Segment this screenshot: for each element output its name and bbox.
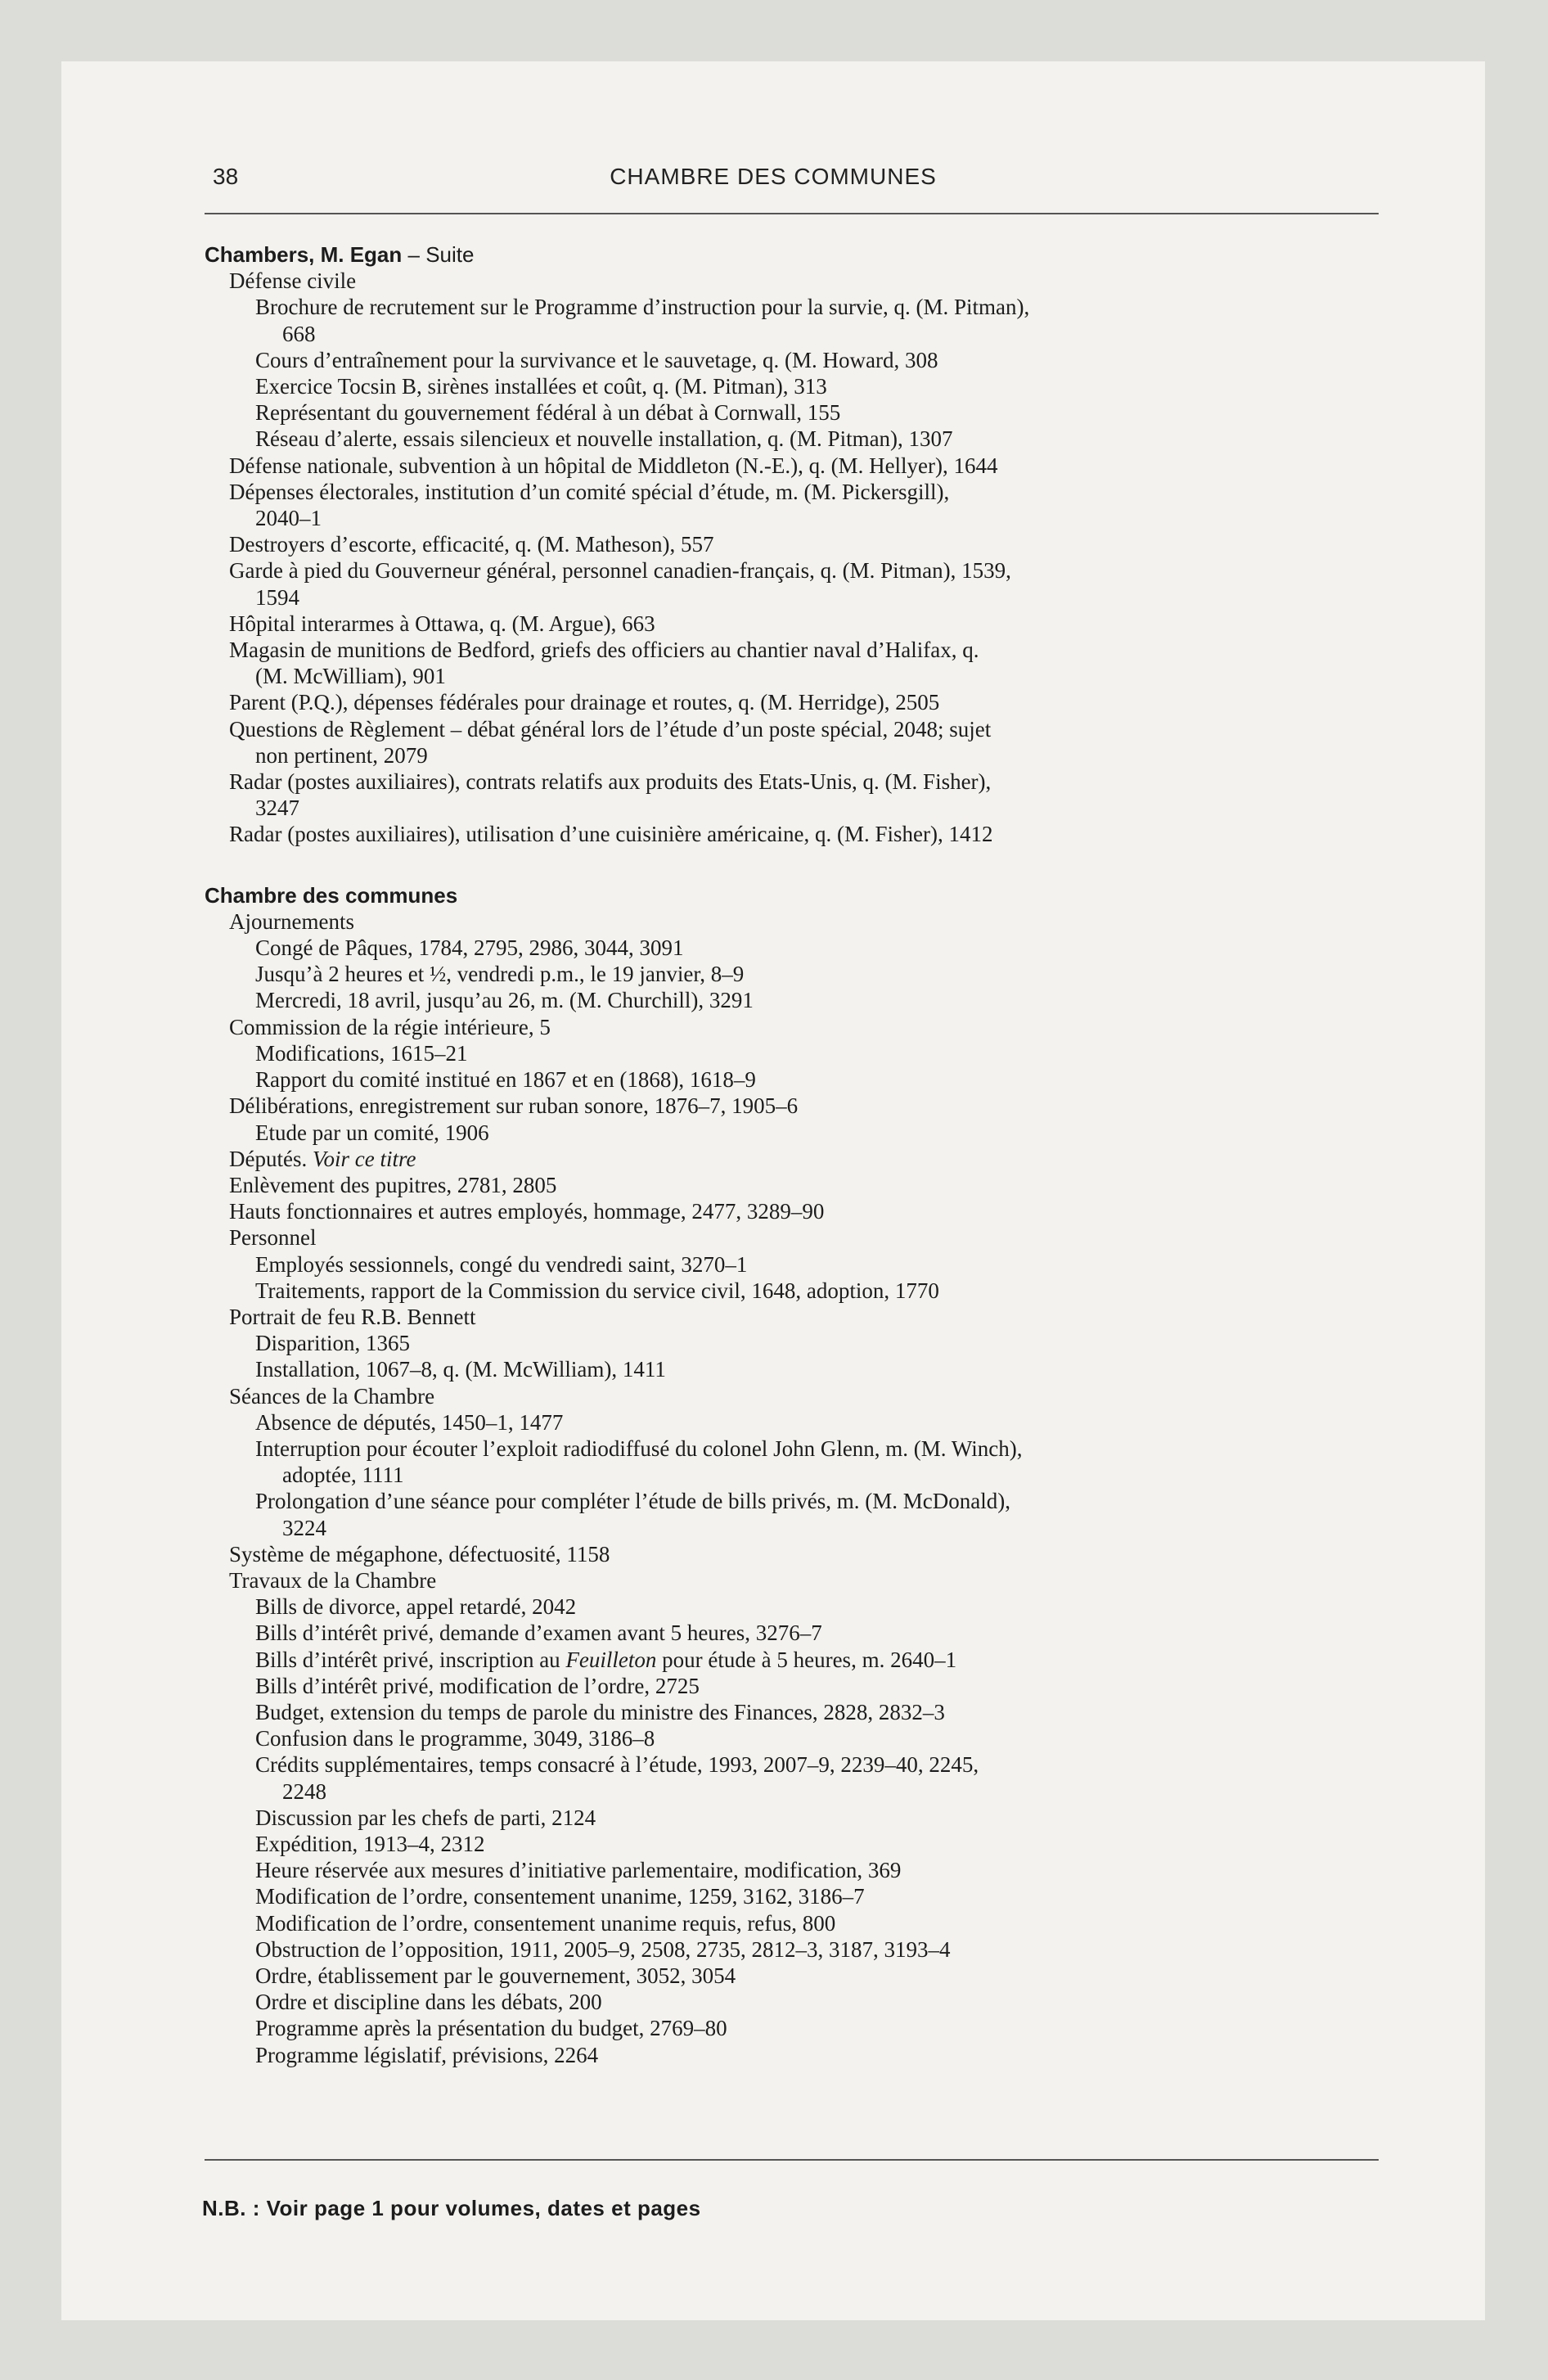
entry-text: Absence de députés, 1450–1, 1477 [255,1409,564,1435]
page-title: CHAMBRE DES COMMUNES [610,164,937,189]
entry-text: Obstruction de l’opposition, 1911, 2005–9, 2508, 2735, 2812–3, 3187, 3193–4 [255,1936,951,1962]
sub-sub-entry [255,1356,1391,1382]
entry-text: Système de mégaphone, défectuosité, 1158 [229,1541,610,1566]
entry-text: Disparition, 1365 [255,1331,410,1356]
sub-sub-entry [255,1857,1391,1883]
entry-text: Jusqu’à 2 heures et ½, vendredi p.m., le 19 janvier, 8–9 [255,962,745,987]
entry-text: non pertinent, 2079 [255,742,428,768]
entry-text: Programme après la présentation du budget, 2769–80 [255,2016,727,2041]
entry-text: Etude par un comité, 1906 [255,1120,489,1145]
sub-sub-entry [255,1620,1391,1646]
page-number: 38 [213,164,239,189]
entry-text: Enlèvement des pupitres, 2781, 2805 [229,1172,557,1197]
page-header [61,164,1485,205]
entry-text: Ajournements [229,908,354,934]
entry-text: Radar (postes auxiliaires), contrats relatifs aux produits des Etats-Unis, q. (M. Fisher), [229,769,992,795]
sub-entry [229,637,1391,663]
sub-sub-entry [255,987,1391,1013]
sub-sub-entry [255,1910,1391,1936]
entry-text-after: pour étude à 5 heures, m. 2640–1 [656,1647,957,1672]
sub-sub-entry [255,795,1391,821]
sub-entry [229,531,1391,557]
footer-note: N.B. : Voir page 1 pour volumes, dates et pages [202,2196,701,2220]
sub-sub-entry [255,505,1391,531]
sub-entry [229,689,1391,715]
sub-entry [229,1567,1391,1593]
entry-text: Délibérations, enregistrement sur ruban sonore, 1876–7, 1905–6 [229,1093,799,1119]
entry-text: Confusion dans le programme, 3049, 3186–8 [255,1726,655,1751]
sub-sub-entry [255,961,1391,987]
entry-text: 668 [282,321,316,346]
entry-text: Traitements, rapport de la Commission du service civil, 1648, adoption, 1770 [255,1278,939,1303]
sub-sub-entry [255,1673,1391,1699]
main-entry-heading: Chambre des communes [205,882,458,908]
footer-rule [205,2159,1379,2161]
entry-text: Heure réservée aux mesures d’initiative parlementaire, modification, 369 [255,1858,902,1883]
entry-text: Commission de la régie intérieure, 5 [229,1014,551,1039]
sub-sub-entry [255,1936,1391,1963]
sub-sub-entry [255,1488,1391,1514]
entry-italic-text: Feuilleton [565,1647,657,1672]
entry-text: Travaux de la Chambre [229,1567,437,1593]
entry-text: 2040–1 [255,506,322,531]
entry-text: Bills d’intérêt privé, modification de l’ordre, 2725 [255,1673,700,1698]
entry-text: adoptée, 1111 [282,1463,404,1488]
sub-sub-entry [255,1251,1391,1278]
entry-text: Questions de Règlement – débat général lors de l’étude d’un poste spécial, 2048; sujet [229,716,992,741]
entry-text: Hauts fonctionnaires et autres employés, hommage, 2477, 3289–90 [229,1199,825,1224]
sub-entry [229,1304,1391,1330]
entry-text: Programme législatif, prévisions, 2264 [255,2042,599,2067]
sub-sub-entry [255,399,1391,426]
sub-sub-entry [255,1963,1391,1989]
sub-sub-entry [255,1066,1391,1093]
entry-text: Ordre, établissement par le gouvernement, 3052, 3054 [255,1963,736,1988]
entry-text: Représentant du gouvernement fédéral à un débat à Cornwall, 155 [255,400,841,426]
sub-entry [229,821,1391,847]
sub-sub-entry [255,1278,1391,1304]
sub-entry [229,1383,1391,1409]
sub-entry [229,1172,1391,1198]
entry-text: Congé de Pâques, 1784, 2795, 2986, 3044, 3091 [255,935,684,961]
sub-sub-entry [255,373,1391,399]
header-rule [205,213,1379,214]
sub-sub-entry [255,294,1391,320]
entry-text: 2248 [282,1778,326,1804]
sub-sub-entry [255,742,1391,769]
entry-text: Exercice Tocsin B, sirènes installées et coût, q. (M. Pitman), 313 [255,374,827,399]
entry-text: Dépenses électorales, institution d’un comité spécial d’étude, m. (M. Pickersgill), [229,479,950,504]
sub-sub-entry [255,1593,1391,1620]
sub-sub-entry [255,1805,1391,1831]
entry-text: Magasin de munitions de Bedford, griefs des officiers au chantier naval d’Halifax, q. [229,638,979,663]
sub-sub-entry [255,1725,1391,1751]
entry-text: Bills de divorce, appel retardé, 2042 [255,1594,577,1620]
entry-text: Séances de la Chambre [229,1383,435,1409]
sub-entry [229,1541,1391,1567]
sub-entry [229,769,1391,795]
sub-sub-entry [255,347,1391,373]
sub-sub-entry [255,1883,1391,1909]
sub-sub-entry [255,1751,1391,1778]
sub-sub-entry [255,1120,1391,1146]
entry-text: (M. McWilliam), 901 [255,664,446,689]
entry-text: Mercredi, 18 avril, jusqu’au 26, m. (M. Churchill), 3291 [255,988,754,1013]
sub-sub-entry [255,584,1391,611]
entry-text: Bills d’intérêt privé, inscription au [255,1647,566,1672]
entry-text: Interruption pour écouter l’exploit radiodiffusé du colonel John Glenn, m. (M. Winch), [255,1436,1023,1461]
entry-text: Bills d’intérêt privé, demande d’examen avant 5 heures, 3276–7 [255,1620,822,1646]
entry-text: Portrait de feu R.B. Bennett [229,1304,476,1329]
entry-text: 1594 [255,584,299,610]
entry-text: 3247 [255,796,299,821]
sub-entry [229,557,1391,584]
sub-entry [229,1093,1391,1119]
entry-text: Rapport du comité institué en 1867 et en (1868), 1618–9 [255,1067,756,1093]
entry-text: Modifications, 1615–21 [255,1040,468,1066]
entry-continuation-line [282,1462,1391,1488]
entry-continuation-line [282,321,1391,347]
sub-entry [229,268,1391,294]
main-entry [205,241,1391,268]
entry-text: Discussion par les chefs de parti, 2124 [255,1805,596,1830]
entry-text: Crédits supplémentaires, temps consacré à l’étude, 1993, 2007–9, 2239–40, 2245, [255,1752,979,1778]
sub-sub-entry [255,1989,1391,2015]
entry-text: 3224 [282,1515,326,1540]
entry-italic-text: Voir ce titre [312,1146,416,1171]
entry-text: Brochure de recrutement sur le Programme d’instruction pour la survie, q. (M. Pitman), [255,295,1030,320]
entry-text: Budget, extension du temps de parole du ministre des Finances, 2828, 2832–3 [255,1699,945,1724]
sub-sub-entry [255,2015,1391,2041]
entry-text: Députés. [229,1146,308,1171]
entry-text: Prolongation d’une séance pour compléter l’étude de bills privés, m. (M. McDonald), [255,1489,1011,1514]
entry-continuation-line [282,1778,1391,1805]
entry-text: Garde à pied du Gouverneur général, personnel canadien-français, q. (M. Pitman), 1539, [229,558,1011,584]
sub-entry [229,908,1391,935]
main-entry-continuation: – Suite [402,242,475,267]
sub-entry [229,453,1391,479]
entry-text: Radar (postes auxiliaires), utilisation d’une cuisinière américaine, q. (M. Fisher), 1412 [229,822,993,847]
entry-text: Défense civile [229,268,357,294]
sub-entry [229,479,1391,505]
entry-continuation-line [282,1515,1391,1541]
entry-text: Ordre et discipline dans les débats, 200 [255,1990,602,2015]
entry-text: Employés sessionnels, congé du vendredi saint, 3270–1 [255,1251,748,1277]
sub-entry [229,1146,1391,1172]
sub-sub-entry [255,935,1391,961]
entry-text: Personnel [229,1225,317,1251]
sub-sub-entry [255,2042,1391,2068]
sub-entry [229,611,1391,637]
sub-sub-entry [255,1409,1391,1436]
index-section [205,882,1391,2068]
sub-sub-entry [255,1699,1391,1725]
entry-text: Défense nationale, subvention à un hôpital de Middleton (N.-E.), q. (M. Hellyer), 1644 [229,453,998,478]
entry-text: Installation, 1067–8, q. (M. McWilliam), 1411 [255,1357,666,1382]
entry-text: Parent (P.Q.), dépenses fédérales pour drainage et routes, q. (M. Herridge), 2505 [229,690,940,715]
sub-sub-entry [255,663,1391,689]
index-page [61,61,1485,2320]
main-entry [205,882,1391,908]
entry-text: Expédition, 1913–4, 2312 [255,1831,485,1856]
main-entry-heading: Chambers, M. Egan [205,242,403,267]
entry-text: Cours d’entraînement pour la survivance et le sauvetage, q. (M. Howard, 308 [255,347,938,372]
entry-text: Modification de l’ordre, consentement unanime, 1259, 3162, 3186–7 [255,1884,865,1909]
entry-text: Destroyers d’escorte, efficacité, q. (M. Matheson), 557 [229,532,714,557]
sub-sub-entry [255,1330,1391,1356]
index-section [205,241,1391,848]
sub-sub-entry [255,1040,1391,1066]
sub-entry [229,716,1391,742]
sub-sub-entry [255,426,1391,452]
sub-sub-entry [255,1831,1391,1857]
sub-sub-entry [255,1436,1391,1462]
entry-text: Modification de l’ordre, consentement unanime requis, refus, 800 [255,1910,836,1936]
sub-entry [229,1198,1391,1224]
entry-text: Réseau d’alerte, essais silencieux et nouvelle installation, q. (M. Pitman), 1307 [255,426,953,452]
index-body [205,241,1391,2068]
sub-entry [229,1224,1391,1251]
sub-entry [229,1014,1391,1040]
sub-sub-entry [255,1647,1391,1673]
entry-text: Hôpital interarmes à Ottawa, q. (M. Argue), 663 [229,611,655,636]
